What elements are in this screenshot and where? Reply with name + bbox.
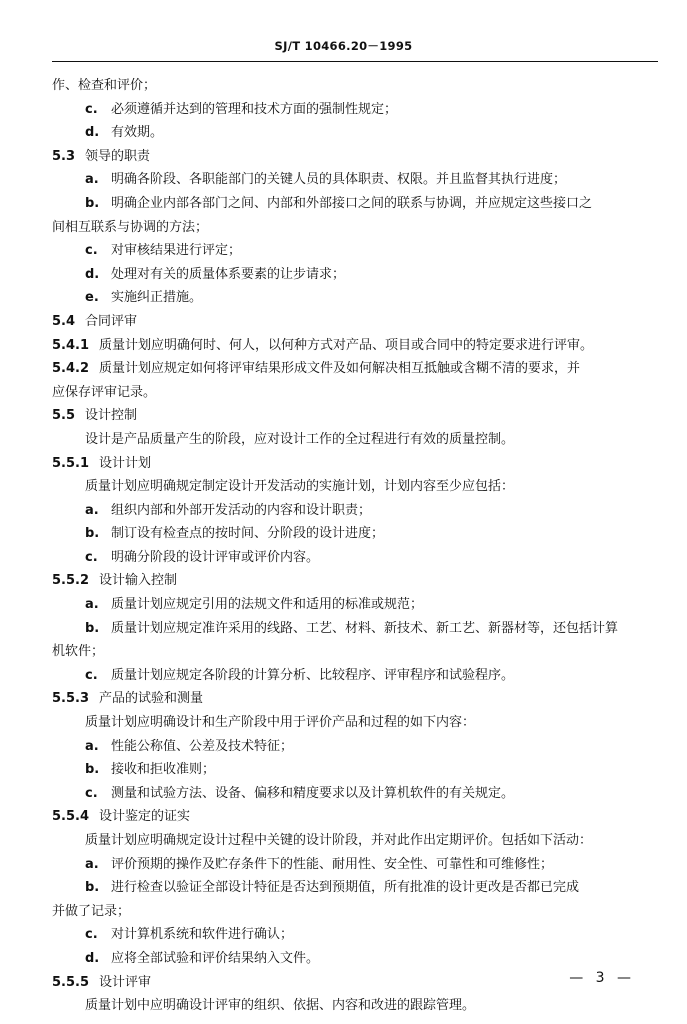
- header-rule: [52, 61, 658, 62]
- line-text: 质量计划应明确设计和生产阶段中用于评价产品和过程的如下内容：: [85, 715, 476, 731]
- line-text: 实施纠正措施。: [111, 290, 203, 306]
- line-text: 进行检查以验证全部设计特征是否达到预期值，所有批准的设计更改是否都已完成: [111, 880, 580, 896]
- list-item: [52, 546, 658, 570]
- line-text: 设计控制: [85, 408, 138, 424]
- section-heading: [52, 687, 658, 711]
- paragraph-line: [52, 994, 658, 1018]
- continuation-line: [52, 381, 658, 405]
- list-item: [52, 947, 658, 971]
- list-item: [52, 923, 658, 947]
- line-text: 质量计划中应明确设计评审的组织、依据、内容和改进的跟踪管理。: [85, 998, 476, 1014]
- line-text: 组织内部和外部开发活动的内容和设计职责；: [111, 502, 372, 518]
- continuation-line: [52, 216, 658, 240]
- section-heading: [52, 357, 658, 381]
- line-text: 明确分阶段的设计评审或评价内容。: [111, 549, 320, 565]
- list-marker: b.: [85, 620, 100, 636]
- list-item: [52, 876, 658, 900]
- line-text: 质量计划应明确规定制定设计开发活动的实施计划，计划内容至少应包括：: [85, 479, 515, 495]
- list-item: [52, 499, 658, 523]
- list-marker: c.: [85, 243, 98, 259]
- section-number: 5.4.1: [52, 337, 90, 353]
- section-heading: [52, 334, 658, 358]
- list-item: [52, 782, 658, 806]
- section-number: 5.5.2: [52, 573, 90, 589]
- paragraph-line: [52, 428, 658, 452]
- list-marker: a.: [85, 856, 99, 872]
- section-heading: [52, 971, 658, 995]
- section-heading: [52, 452, 658, 476]
- section-heading: [52, 805, 658, 829]
- paragraph-line: [52, 711, 658, 735]
- line-text: 设计是产品质量产生的阶段，应对设计工作的全过程进行有效的质量控制。: [85, 431, 515, 447]
- section-heading: [52, 310, 658, 334]
- list-marker: b.: [85, 762, 100, 778]
- line-text: 必须遵循并达到的管理和技术方面的强制性规定；: [111, 101, 398, 117]
- section-number: 5.5.4: [52, 809, 90, 825]
- list-marker: d.: [85, 950, 100, 966]
- section-number: 5.4: [52, 313, 76, 329]
- list-marker: a.: [85, 502, 99, 518]
- list-marker: e.: [85, 290, 99, 306]
- line-text: 设计鉴定的证实: [99, 809, 191, 825]
- list-item: [52, 239, 658, 263]
- line-text: 对审核结果进行评定；: [111, 243, 242, 259]
- list-marker: a.: [85, 597, 99, 613]
- list-marker: a.: [85, 738, 99, 754]
- continuation-line: [52, 74, 658, 98]
- list-marker: b.: [85, 526, 100, 542]
- list-item: [52, 853, 658, 877]
- line-text: 并做了记录；: [52, 903, 131, 919]
- list-item: [52, 263, 658, 287]
- line-text: 评价预期的操作及贮存条件下的性能、耐用性、安全性、可靠性和可维修性；: [111, 856, 554, 872]
- paragraph-line: [52, 829, 658, 853]
- section-number: 5.5.1: [52, 455, 90, 471]
- line-text: 有效期。: [111, 125, 164, 141]
- list-item: [52, 286, 658, 310]
- list-item: [52, 121, 658, 145]
- list-marker: d.: [85, 266, 100, 282]
- line-text: 合同评审: [85, 313, 138, 329]
- line-text: 性能公称值、公差及技术特征；: [111, 738, 294, 754]
- line-text: 处理对有关的质量体系要素的让步请求；: [111, 266, 346, 282]
- list-item: [52, 758, 658, 782]
- list-marker: d.: [85, 125, 100, 141]
- list-marker: c.: [85, 101, 98, 117]
- line-text: 接收和拒收准则；: [111, 762, 216, 778]
- list-marker: b.: [85, 880, 100, 896]
- section-heading: [52, 569, 658, 593]
- line-text: 明确企业内部各部门之间、内部和外部接口之间的联系与协调，并应规定这些接口之: [111, 195, 593, 211]
- section-number: 5.5: [52, 408, 76, 424]
- line-text: 质量计划应明确规定设计过程中关键的设计阶段，并对此作出定期评价。包括如下活动：: [85, 833, 593, 848]
- document-body: [52, 74, 658, 1018]
- line-text: 设计计划: [99, 455, 152, 471]
- continuation-line: [52, 900, 658, 924]
- document-header: SJ/T 10466.20－1995: [274, 39, 413, 53]
- section-number: 5.5.3: [52, 691, 90, 707]
- list-marker: c.: [85, 927, 98, 943]
- continuation-line: [52, 640, 658, 664]
- list-item: [52, 664, 658, 688]
- line-text: 质量计划应规定如何将评审结果形成文件及如何解决相互抵触或含糊不清的要求，并: [99, 361, 581, 377]
- list-item: [52, 522, 658, 546]
- list-item: [52, 593, 658, 617]
- line-text: 对计算机系统和软件进行确认；: [111, 927, 294, 943]
- list-marker: c.: [85, 785, 98, 801]
- section-number: 5.5.5: [52, 974, 90, 990]
- line-text: 领导的职责: [85, 148, 151, 164]
- list-item: [52, 98, 658, 122]
- line-text: 质量计划应规定各阶段的计算分析、比较程序、评审程序和试验程序。: [111, 667, 515, 683]
- list-marker: b.: [85, 195, 100, 211]
- line-text: 机软件；: [52, 644, 105, 660]
- line-text: 明确各阶段、各职能部门的关键人员的具体职责、权限。并且监督其执行进度；: [111, 172, 567, 188]
- list-marker: c.: [85, 549, 98, 565]
- list-item: [52, 617, 658, 641]
- line-text: 设计评审: [99, 974, 152, 990]
- line-text: 产品的试验和测量: [99, 691, 204, 707]
- line-text: 质量计划应规定引用的法规文件和适用的标准或规范；: [111, 597, 424, 613]
- section-number: 5.3: [52, 148, 76, 164]
- list-item: [52, 735, 658, 759]
- section-heading: [52, 145, 658, 169]
- line-text: 质量计划应明确何时、何人，以何种方式对产品、项目或合同中的特定要求进行评审。: [99, 337, 594, 353]
- paragraph-line: [52, 475, 658, 499]
- line-text: 制订设有检查点的按时间、分阶段的设计进度；: [111, 526, 385, 542]
- section-number: 5.4.2: [52, 361, 90, 377]
- line-text: 间相互联系与协调的方法；: [52, 219, 209, 235]
- line-text: 质量计划应规定准许采用的线路、工艺、材料、新技术、新工艺、新器材等，还包括计算: [111, 620, 619, 636]
- list-marker: a.: [85, 172, 99, 188]
- line-text: 设计输入控制: [99, 573, 178, 589]
- section-heading: [52, 404, 658, 428]
- line-text: 应将全部试验和评价结果纳入文件。: [111, 950, 320, 966]
- list-marker: c.: [85, 667, 98, 683]
- line-text: 测量和试验方法、设备、偏移和精度要求以及计算机软件的有关规定。: [111, 785, 515, 801]
- line-text: 作、检查和评价；: [52, 78, 157, 93]
- page-number: — 3 —: [569, 970, 635, 986]
- line-text: 应保存评审记录。: [52, 384, 157, 400]
- list-item: [52, 192, 658, 216]
- list-item: [52, 168, 658, 192]
